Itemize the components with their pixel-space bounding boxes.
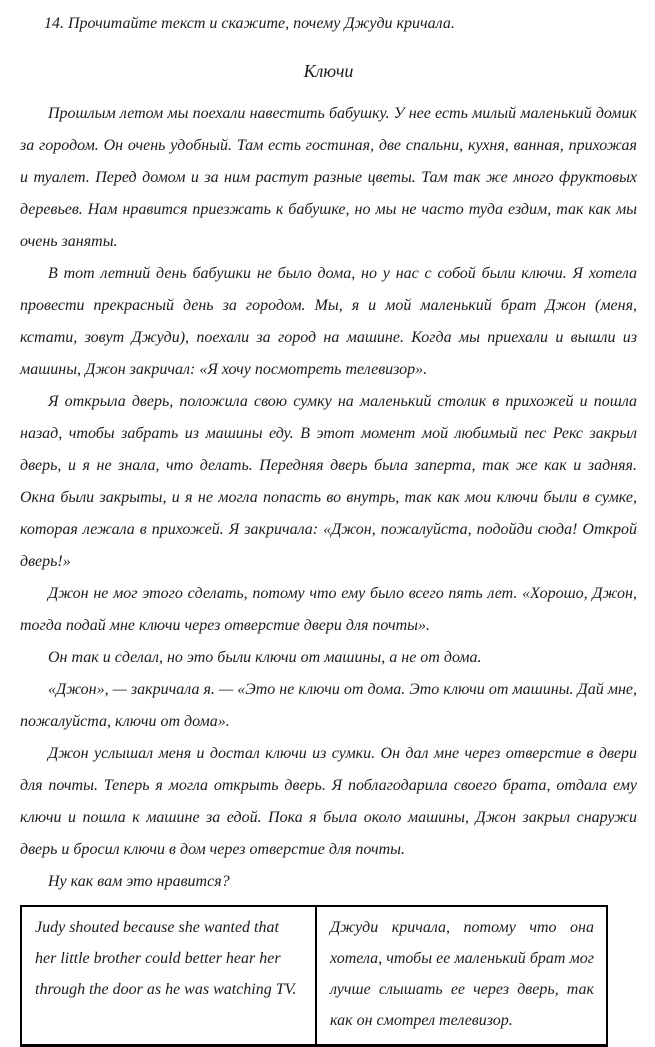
story-paragraph: Я открыла дверь, положила свою сумку на маленький столик в прихожей и пошла назад, чтобы забрать из машины еду. В этот момент мой любимый пес Рекс закрыл дверь, и я не знала, что делать. Передняя дверь была заперта, так же как и задняя. Окна были закрыты, и я не могла попасть во внутрь, так как мои ключи были в сумке, которая лежала в прихожей. Я закричала: «Джон, пожалуйста, подойди сюда! Открой дверь!» xyxy=(20,393,637,571)
story-paragraph: В тот летний день бабушки не было дома, но у нас с собой были ключи. Я хотела провести прекрасный день за городом. Мы, я и мой маленький брат Джон (меня, кстати, зовут Джуди), поехали за город на машине. Когда мы приехали и вышли из машины, Джон закричал: «Я хочу посмотреть телевизор». xyxy=(20,265,637,379)
story-paragraph: Он так и сделал, но это были ключи от машины, а не от дома. xyxy=(48,649,482,667)
story-paragraph: «Джон», — закричала я. — «Это не ключи от дома. Это ключи от машины. Дай мне, пожалуйста, ключи от дома». xyxy=(20,681,637,731)
story-paragraph: Прошлым летом мы поехали навестить бабушку. У нее есть милый маленький домик за городом. Он очень удобный. Там есть гостиная, две спальни, кухня, ванная, прихожая и туалет. Перед домом и за ним растут разные цветы. Там так же много фруктовых деревьев. Нам нравится приезжать к бабушке, но мы не часто туда ездим, так как мы очень заняты. xyxy=(20,105,637,251)
answer-russian-cell: Джуди кричала, потому что она хотела, чтобы ее маленький брат мог лучше слышать ее через дверь, так как он смотрел телевизор. xyxy=(316,906,607,1046)
table-row xyxy=(21,906,607,1046)
answer-english-cell: Judy shouted because she wanted that her little brother could better hear her through the door as he was watching TV. xyxy=(21,906,316,1046)
story-paragraph: Ну как вам это нравится? xyxy=(48,873,230,891)
answer-table xyxy=(20,905,608,1047)
task-instruction: 14. Прочитайте текст и скажите, почему Джуди кричала. xyxy=(44,15,455,32)
story-paragraph: Джон услышал меня и достал ключи из сумки. Он дал мне через отверстие в двери для почты. Теперь я могла открыть дверь. Я поблагодарила своего брата, отдала ему ключи и пошла к машине за едой. Пока я была около машины, Джон закрыл снаружи дверь и бросил ключи в дом через отверстие для почты. xyxy=(20,745,637,859)
story-paragraph: Джон не мог этого сделать, потому что ему было всего пять лет. «Хорошо, Джон, тогда подай мне ключи через отверстие двери для почты». xyxy=(20,585,637,635)
story-title: Ключи xyxy=(303,61,354,82)
